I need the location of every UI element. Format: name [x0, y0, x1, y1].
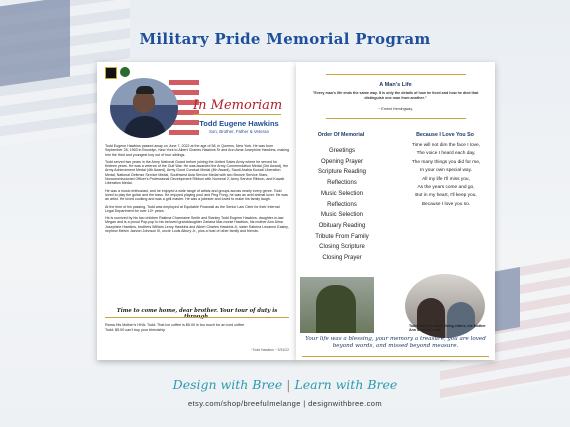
list-item: Music Selection — [320, 190, 364, 197]
poem-line: In your own special way. — [420, 168, 472, 174]
obituary-paragraph: He was a music enthusiast, and he enjoyed a wide range of artists and groups across nearly every genre. Todd loved to play the guitar and the bass. He enjoyed playing pool and Ping Pong, he was an avid animal lover. He was an artist. He loved cooking and was a grill master. He was a jokester and loved to make his family laugh. — [105, 188, 288, 202]
list-item: Music Selection — [320, 212, 364, 219]
soldier-photo — [300, 277, 374, 333]
gold-divider — [193, 114, 281, 115]
list-item: Closing Prayer — [322, 255, 362, 262]
closing-verse: Your life was a blessing, your memory a treasure, you are loved beyond words, and missed beyond measure. — [305, 336, 486, 349]
order-of-memorial-list — [299, 146, 385, 264]
list-item: Tribute From Family — [315, 233, 369, 240]
list-item: Obituary Reading — [318, 222, 366, 229]
obituary-text — [105, 144, 289, 236]
order-of-memorial-heading: Order Of Memorial — [317, 132, 365, 138]
obituary-paragraph: He is survived by his two children Rakima Charmaine Smith and Stanley Todd Eugene Hawkins, daughter-in-law Megan and is a proud Pop-pop to his beloved granddaughter Zariana Mar-monie Hawkins, his mother Ann Alma Josephine Hawkins, brothers William Leroy Hawkins and Albert Charles Hawkins Jr, sister Sabrina Leoanne Easley, nephew Melvin Jaevon Johnson III, uncle Louis Albury Jr., plus a host of other family and friends. — [105, 216, 289, 234]
list-item: Scripture Reading — [317, 169, 367, 176]
in-memoriam-heading: In Memoriam — [193, 98, 283, 113]
text-messages — [105, 323, 289, 333]
list-item: Closing Scripture — [319, 244, 365, 251]
text-message: Todd: $5.00 can't buy your friendship — [105, 328, 166, 332]
quote-text: "Every man's life ends the same way. It is only the details of how he lived and how he died that distinguish one man from another." — [312, 91, 479, 100]
brand-line — [0, 377, 570, 392]
poem-line: As the years come and go, — [417, 185, 475, 191]
obituary-paragraph: Todd served two years in the Army National Guard before joining the United Sates Army where he served for thirteen years. He was a veteran of the Gulf War. He was awarded the Army Commendation Medal (3rd Award), the Army Achievement Medal (4th Award), Army Good Conduct Medal (4th Award), Saudi Arabia Kuwait Liberation Medal, National Defense Service Medal, Southwest Asia Service Medal with two Bronze Service Stars, Noncommissioned Officer's Professional Development Ribbon with Numeral 2, Army Service Ribbon, and Kuwait Liberation Medal. — [105, 159, 289, 186]
list-item: Opening Prayer — [320, 158, 364, 165]
program-left-page — [97, 62, 297, 360]
army-logo-icon — [105, 67, 117, 79]
list-item: Reflections — [327, 201, 357, 208]
poem-line: Time will not dim the face I love, — [411, 143, 481, 148]
signature-date: ~Todd Hawkins ~ 5/31/22 — [250, 348, 289, 352]
brand-design: Design with Bree — [172, 377, 283, 392]
logos — [105, 67, 130, 79]
portrait-photo — [110, 78, 178, 138]
gold-divider — [302, 356, 489, 357]
quote-title: A Man's Life — [379, 82, 412, 88]
poem — [400, 142, 492, 209]
page-title: Military Pride Memorial Program — [139, 30, 431, 48]
unit-emblem-icon — [120, 67, 130, 77]
poem-line: The voice I heard each day, — [416, 151, 476, 157]
brand-learn: Learn with Bree — [294, 377, 398, 392]
obituary-paragraph: Todd Eugene Hawkins passed away on June 7, 2022 at the age of 58, in Queens, New York. He was born September 28, 1963 in Brooklyn, New York to Albert Charles Hawkins Sr and Ann Alma Josephine Hawkins, making him the third and youngest boy out of four siblings. — [105, 144, 289, 157]
gold-divider — [105, 317, 289, 318]
shop-links: etsy.com/shop/breefulmelange | designwithbree.com — [187, 399, 382, 408]
photo-caption: Todd with his oldest living elders, his Mother Ann & Uncle Louis — [409, 324, 486, 333]
program-right-page — [296, 62, 495, 360]
gold-divider — [326, 118, 466, 119]
gold-divider — [326, 74, 466, 75]
obituary-paragraph: At the time of his passing, Todd was employed at Equitable Financial as the Senior Law Clerk for their Internal Legal Department for over 10+ years. — [105, 204, 280, 213]
list-item: Greetings — [328, 148, 355, 154]
tagline: Time to come home, dear brother. Your tour of duty is through. — [116, 308, 278, 320]
quote-author: ~ Ernest Hemingway. — [378, 107, 413, 111]
poem-line: All my life I'll miss you, — [422, 176, 470, 182]
poem-line: Because I love you so. — [421, 201, 471, 207]
deceased-subtitle: Son, Brother, Father & Veteran — [208, 129, 270, 134]
deceased-name: Todd Eugene Hawkins — [199, 119, 279, 128]
brand-separator: | — [286, 377, 291, 392]
poem-line: But in my heart, I'll keep you, — [415, 193, 477, 199]
text-message: Rama His Mother's HHA: Todd: That ice coffee is $5.00 is too much for an iced coffee — [105, 323, 245, 327]
list-item: Reflections — [327, 180, 357, 187]
poem-heading: Because I Love You So — [416, 132, 474, 138]
poem-line: The many things you did for me, — [411, 159, 481, 165]
